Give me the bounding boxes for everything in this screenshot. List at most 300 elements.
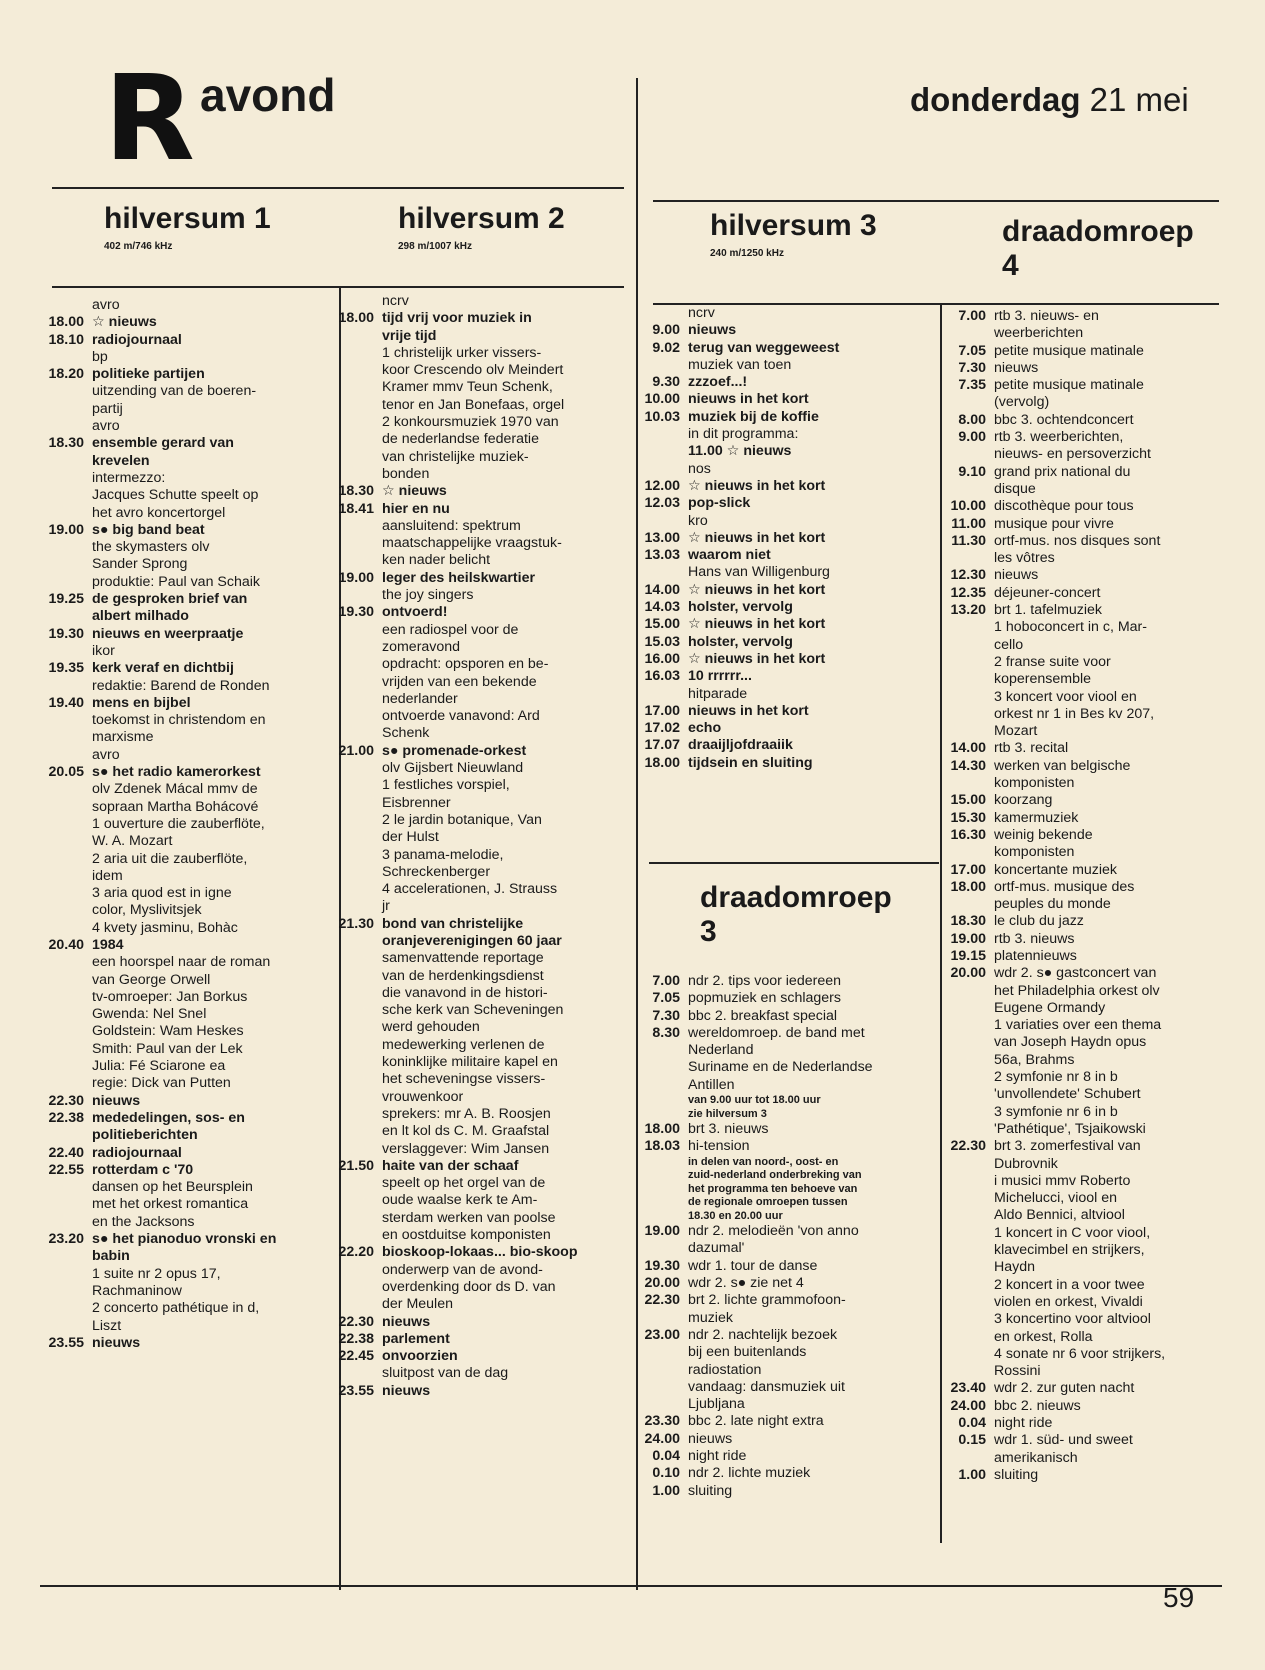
program-detail: hi-tension [688,1138,750,1155]
program-title: holster, vervolg [688,633,793,650]
program-time: 20.40 [48,936,84,953]
program-entry [40,660,336,695]
program-time: 7.35 [958,377,986,394]
station-frequency: 298 m/1007 kHz [398,241,472,252]
program-title: zzzoef...! [688,374,748,391]
program-detail: 56a, Brahms [994,1051,1075,1068]
program-detail: Kramer mmv Teun Schenk, [382,379,553,396]
program-time: 18.00 [950,878,986,895]
program-detail: 1 christelijk urker vissers- [382,344,542,361]
program-content [994,464,1228,499]
program-content [688,1465,936,1482]
program-detail: nieuws [994,359,1039,376]
program-note: 18.30 en 20.00 uur [688,1209,783,1222]
program-detail: Goldstein: Wam Heskes [92,1023,244,1040]
program-detail: platennieuws [994,947,1077,964]
program-detail: petite musique matinale [994,342,1144,359]
left-top-rule [52,187,624,189]
broadcaster-name: ncrv [382,293,409,309]
program-entry [938,965,1228,1138]
program-detail: samenvattende reportage [382,950,544,967]
program-detail: uitzending van de boeren- [92,383,257,400]
program-content [382,501,630,570]
program-time: 9.10 [958,463,986,480]
program-content [688,391,936,408]
program-entry [938,1138,1228,1380]
program-detail: in dit programma: [688,426,799,443]
program-time: 14.03 [644,599,680,616]
program-time: 19.30 [338,604,374,621]
section-logo [104,49,191,187]
program-time: 21.30 [338,915,374,932]
program-entry [330,483,630,500]
station-hilversum-3 [710,209,877,261]
program-content [688,703,936,720]
broadcaster-name: kro [688,512,708,529]
program-entry [40,1145,336,1162]
program-detail: musique pour vivre [994,515,1114,532]
program-title: kerk veraf en dichtbij [92,660,234,677]
program-time: 7.30 [652,1007,680,1024]
program-entry [40,937,336,1093]
program-detail: ndr 2. lichte muziek [688,1465,811,1482]
program-content [994,1415,1228,1432]
time-spacer [40,349,92,366]
program-detail: Ljubljana [688,1396,745,1413]
program-entry [640,1327,936,1413]
program-time: 9.00 [958,429,986,446]
program-time: 1.00 [958,1466,986,1483]
program-detail: brt 3. zomerfestival van [994,1138,1141,1155]
program-time: 17.02 [644,720,680,737]
time-spacer [40,643,92,660]
program-detail: the skymasters olv [92,539,210,556]
program-entry [330,501,630,570]
program-entry [640,1448,936,1465]
program-content [688,1025,936,1121]
program-entry [938,913,1228,930]
program-time: 12.35 [950,584,986,601]
program-entry [640,340,936,375]
program-detail: 1 koncert in C voor viool, [994,1224,1151,1241]
program-detail: Eisbrenner [382,794,451,811]
program-content [994,965,1228,1138]
program-time: 7.30 [958,359,986,376]
program-time: 18.10 [48,331,84,348]
program-entry [640,1223,936,1258]
program-title: ontvoerd! [382,604,448,621]
program-content [994,758,1228,793]
program-detail: rtb 3. recital [994,740,1069,757]
program-content [92,314,336,331]
program-detail: muziek [688,1309,733,1326]
program-note: van 9.00 uur tot 18.00 uur [688,1094,821,1107]
program-detail: van George Orwell [92,971,211,988]
program-title: parlement [382,1330,450,1347]
program-detail: komponisten [994,775,1075,792]
program-detail: sche kerk van Scheveningen [382,1002,564,1019]
program-time: 15.00 [644,616,680,633]
program-detail: i musici mmv Roberto [994,1172,1131,1189]
program-content [382,570,630,605]
program-title: hier en nu [382,500,450,517]
program-detail: van de herdenkingsdienst [382,967,544,984]
program-detail: 4 kvety jasminu, Bohàc [92,919,238,936]
program-detail: wdr 2. s● zie net 4 [688,1275,804,1292]
program-title: nieuws [92,1334,141,1351]
program-detail: night ride [994,1415,1053,1431]
program-time: 22.30 [950,1138,986,1155]
station-name: hilversum 3 [710,209,877,242]
program-content [688,582,936,599]
program-entry [640,599,936,616]
program-detail: Michelucci, viool en [994,1190,1118,1207]
program-entry [330,1244,630,1313]
program-title: radiojournaal [92,331,182,348]
program-detail: olv Zdenek Mácal mmv de [92,781,258,798]
program-time: 22.55 [48,1161,84,1178]
program-time: 18.03 [644,1138,680,1155]
station-name: draadomroep [700,881,892,914]
program-time: 23.20 [48,1231,84,1248]
program-title: bond van christelijke [382,915,524,932]
program-content [994,862,1228,879]
program-detail: Rossini [994,1363,1041,1380]
program-entry [938,516,1228,533]
program-entry [40,332,336,349]
hilversum-2-schedule [330,293,630,1400]
program-title: politieberichten [92,1127,198,1144]
program-title: nieuws [92,1092,141,1109]
program-detail: die vanavond in de histori- [382,984,548,1001]
program-time: 22.30 [338,1313,374,1330]
program-detail: wdr 2. s● gastconcert van [994,965,1157,982]
program-detail: opdracht: opsporen en be- [382,656,549,673]
program-time: 20.00 [644,1275,680,1292]
program-time: 19.25 [48,591,84,608]
date-heading [910,80,1189,120]
program-entry [938,585,1228,602]
program-content [92,1335,336,1352]
program-content [688,409,936,461]
program-detail: Nederland [688,1042,754,1059]
program-detail: Liszt [92,1317,122,1334]
program-entry [938,1467,1228,1484]
program-detail: Eugene Ormandy [994,999,1106,1016]
program-content [688,1275,936,1292]
program-title: s● het pianoduo vronski en [92,1231,277,1248]
time-spacer [640,305,688,322]
program-time: 7.00 [652,973,680,989]
program-detail: van christelijke muziek- [382,448,529,465]
program-time: 8.30 [652,1024,680,1041]
program-detail: wdr 1. tour de danse [688,1257,818,1274]
program-detail: ontvoerde vanavond: Ard [382,708,540,725]
program-entry [938,740,1228,757]
date-label: 21 mei [1089,81,1189,118]
program-entry [938,810,1228,827]
program-content [382,743,630,916]
program-title: pop-slick [688,495,751,512]
program-detail: werken van belgische [994,757,1131,774]
program-entry [330,570,630,605]
program-entry [938,412,1228,429]
program-content [92,522,336,591]
program-entry [640,391,936,408]
program-detail: Schreckenberger [382,863,491,880]
program-content [92,366,336,418]
broadcaster-row [40,747,336,764]
program-detail: 2 concerto pathétique in d, [92,1300,260,1317]
right-top-rule [653,200,1219,202]
program-content [994,740,1228,757]
program-entry [640,755,936,772]
logo-letter: R [104,49,191,187]
program-detail: nieuws [688,1430,733,1447]
program-detail: 1 festliches vorspiel, [382,777,510,794]
program-entry [330,1348,630,1383]
program-detail: disque [994,480,1036,497]
program-entry [40,366,336,418]
program-entry [40,626,336,643]
program-content [688,755,936,772]
program-entry [938,758,1228,793]
program-title: de gesproken brief van [92,591,248,608]
program-detail: regie: Dick van Putten [92,1075,231,1092]
program-time: 19.00 [644,1223,680,1240]
program-detail: Schenk [382,725,430,742]
program-content [688,599,936,616]
program-detail: 2 aria uit die zauberflöte, [92,850,248,867]
program-detail: nieuws [994,567,1039,584]
program-time: 21.00 [338,742,374,759]
program-detail: hitparade [688,685,748,702]
program-entry [640,374,936,391]
program-entry [330,310,630,483]
program-detail: sterdam werken van poolse [382,1209,556,1226]
program-content [382,483,630,500]
program-content [382,1383,630,1400]
program-title: terug van weggeweest [688,339,840,356]
program-time: 7.05 [958,342,986,359]
program-detail: ndr 2. nachtelijk bezoek [688,1326,838,1343]
program-detail: der Hulst [382,829,439,846]
program-time: 20.00 [950,965,986,982]
program-title: ☆ nieuws [92,314,157,331]
program-detail: déjeuner-concert [994,584,1101,601]
program-content [92,626,336,643]
program-time: 9.30 [652,374,680,391]
program-detail: 3 panama-melodie, [382,846,504,863]
program-content [688,1008,936,1025]
program-entry [640,634,936,651]
program-entry [640,703,936,720]
program-detail: koor Crescendo olv Meindert [382,362,564,379]
program-detail: medewerking verlenen de [382,1036,545,1053]
program-note: in delen van noord-, oost- en [688,1155,839,1168]
program-detail: verslaggever: Wim Jansen [382,1140,550,1157]
program-content [688,1327,936,1413]
program-detail: ndr 2. tips voor iedereen [688,973,842,989]
program-content [994,567,1228,584]
program-detail: 3 koncertino voor altviool [994,1311,1151,1328]
program-detail: toekomst in christendom en [92,712,266,729]
program-entry [640,1413,936,1430]
program-title: s● big band beat [92,521,205,538]
program-time: 21.50 [338,1157,374,1174]
day-label: donderdag [910,81,1081,118]
program-detail: het Philadelphia orkest olv [994,982,1160,999]
program-content [688,973,936,990]
program-detail: wdr 1. süd- und sweet [994,1432,1133,1449]
program-entry [40,591,336,626]
program-time: 22.30 [48,1092,84,1109]
program-entry [40,764,336,937]
program-title: rotterdam c '70 [92,1161,194,1178]
program-detail: Dubrovnik [994,1155,1058,1172]
program-time: 15.03 [644,633,680,650]
program-detail: sluitpost van de dag [382,1365,509,1382]
program-detail: en oostduitse komponisten [382,1227,551,1244]
program-entry [640,720,936,737]
program-detail: Aldo Bennici, altviool [994,1207,1125,1224]
program-content [92,1110,336,1145]
program-detail: bonden [382,465,430,482]
program-detail: 3 koncert voor viool en [994,688,1137,705]
program-entry [640,495,936,512]
program-detail: brt 3. nieuws [688,1121,769,1138]
program-content [688,495,936,512]
program-detail: tv-omroeper: Jan Borkus [92,988,248,1005]
program-detail: werd gehouden [382,1019,480,1036]
program-content [688,1223,936,1258]
program-content [688,990,936,1007]
program-time: 9.00 [652,322,680,339]
program-content [994,429,1228,464]
program-detail: produktie: Paul van Schaik [92,573,260,590]
program-entry [640,409,936,461]
program-time: 10.00 [644,391,680,408]
program-detail: the joy singers [382,587,474,604]
program-detail: nederlander [382,690,458,707]
program-title: muziek bij de koffie [688,408,819,425]
program-detail: het scheveningse vissers- [382,1071,546,1088]
program-entry [640,478,936,495]
program-detail: Mozart [994,723,1038,740]
hilversum-1-schedule [40,297,336,1352]
program-detail: koorzang [994,792,1053,809]
program-detail: vrouwenkoor [382,1088,464,1105]
program-detail: en orkest, Rolla [994,1328,1093,1345]
program-entry [330,1331,630,1348]
program-title: ☆ nieuws in het kort [688,650,826,667]
program-entry [640,1465,936,1482]
program-entry [640,582,936,599]
program-content [382,1331,630,1348]
program-detail: dansen op het Beursplein [92,1179,253,1196]
program-detail: vandaag: dansmuziek uit [688,1378,845,1395]
program-detail: een radiospel voor de [382,621,519,638]
program-detail: onderwerp van de avond- [382,1261,543,1278]
program-entry [938,602,1228,740]
program-content [688,737,936,754]
program-title: tijd vrij voor muziek in [382,310,532,327]
station-draadomroep-3 [700,881,892,949]
program-content [688,651,936,668]
hilversum-3-schedule [640,305,936,772]
program-time: 0.10 [652,1465,680,1482]
program-time: 19.00 [48,521,84,538]
program-detail: 1 suite nr 2 opus 17, [92,1265,221,1282]
broadcaster-name: nos [688,460,711,477]
program-content [688,1292,936,1327]
program-time: 22.45 [338,1348,374,1365]
program-title: ☆ nieuws in het kort [688,477,826,494]
program-detail: ortf-mus. nos disques sont [994,532,1161,549]
program-note: zie hilversum 3 [688,1107,767,1120]
program-title: politieke partijen [92,366,205,383]
program-detail: peuples du monde [994,896,1111,913]
program-content [688,1121,936,1138]
program-entry [640,1483,936,1500]
program-time: 23.55 [48,1334,84,1351]
station-frequency: 402 m/746 kHz [104,241,173,252]
program-entry [640,322,936,339]
program-entry [330,1383,630,1400]
program-detail: komponisten [994,844,1075,861]
program-entry [40,522,336,591]
station-frequency: 240 m/1250 kHz [710,248,784,259]
broadcaster-name: ncrv [688,305,715,321]
time-spacer [40,747,92,764]
program-entry [938,862,1228,879]
program-entry [938,360,1228,377]
program-entry [40,314,336,331]
program-content [688,1258,936,1275]
program-time: 13.00 [644,529,680,546]
program-detail: 1 ouverture die zauberflöte, [92,815,265,832]
program-content [994,1398,1228,1415]
program-detail: discothèque pour tous [994,498,1134,515]
program-entry [640,1138,936,1223]
program-content [994,343,1228,360]
program-title: nieuws in het kort [688,391,809,408]
program-time: 22.20 [338,1244,374,1261]
program-title: oranjeverenigingen 60 jaar [382,932,562,949]
program-detail: weerberichten [994,325,1084,342]
program-time: 10.03 [644,408,680,425]
program-time: 19.30 [48,625,84,642]
program-title: ensemble gerard van [92,435,234,452]
program-time: 11.30 [951,532,986,549]
program-time: 14.30 [950,757,986,774]
program-content [382,1348,630,1383]
program-detail: Sander Sprong [92,556,188,573]
program-detail: kamermuziek [994,809,1079,826]
program-title: nieuws [382,1313,431,1330]
program-title: ☆ nieuws in het kort [688,616,826,633]
program-detail: zomeravond [382,638,461,655]
program-title: babin [92,1248,130,1265]
program-entry [640,651,936,668]
program-title: bioskoop-lokaas... bio-skoop [382,1244,578,1261]
program-entry [640,1121,936,1138]
program-content [994,1432,1228,1467]
program-entry [40,1093,336,1110]
program-detail: rtb 3. weerberichten, [994,429,1124,446]
program-entry [938,464,1228,499]
program-entry [640,1275,936,1292]
